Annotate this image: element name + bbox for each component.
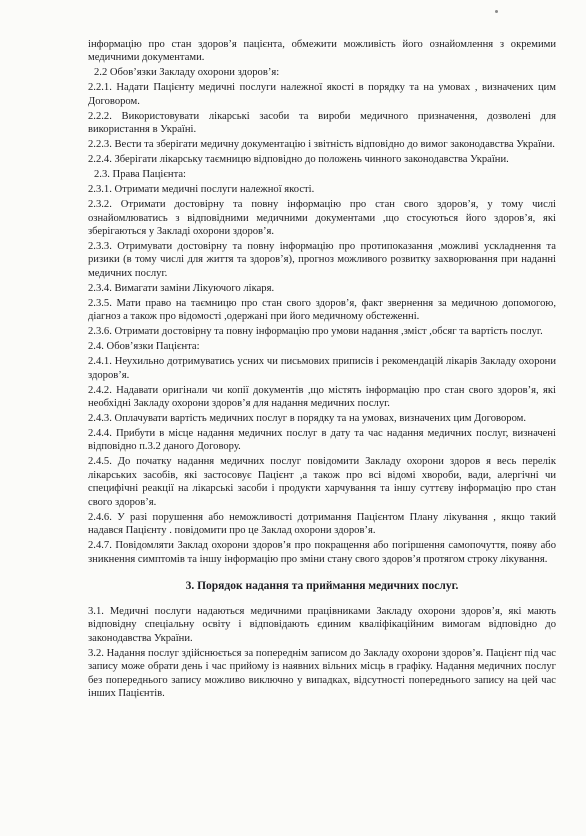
paragraph-2-3-3: 2.3.3. Отримувати достовірну та повну інформацію про протипоказання ,можливі ускладнення та ризики (в тому числі для життя та здоров’я), прогноз можливого розвитку захворювання при наданні медичних послуг. (88, 241, 556, 279)
paragraph-3-2: 3.2. Надання послуг здійснюється за попереднім записом до Закладу охорони здоров’я. Пацієнт під час запису може обрати день і час прийому із наявних вільних місць в графіку. Надання медичних послуг без попереднього запису можливо виключно у випадках, відсутності попереднього запису на цей час інших Пацієнтів. (88, 647, 556, 699)
paragraph-2-2-4: 2.2.4. Зберігати лікарську таємницю відповідно до положень чинного законодавства України. (88, 154, 509, 166)
paragraph-2-2-1: 2.2.1. Надати Пацієнту медичні послуги належної якості в порядку та на умовах , визначених цим Договором. (88, 82, 556, 107)
paragraph-2-4-3: 2.4.3. Оплачувати вартість медичних послуг в порядку та на умовах, визначених цим Договором. (88, 413, 527, 425)
paragraph-2-4-1: 2.4.1. Неухильно дотримуватись усних чи письмових приписів і рекомендацій лікарів Закладу охорони здоров’я. (88, 356, 556, 381)
paragraph-2-3-2: 2.3.2. Отримати достовірну та повну інформацію про стан свого здоров’я, у тому числі ознайомлюватись з відповідними медичними документами ,що стосуються його здоров’я, які зберігаються у Закладі охорони здоров’я. (88, 199, 556, 238)
paragraph-2-3-6: 2.3.6. Отримати достовірну та повну інформацію про умови надання ,зміст ,обсяг та вартість послуг. (88, 326, 543, 338)
scan-speck (495, 10, 498, 13)
paragraph-2-4-5: 2.4.5. До початку надання медичних послуг повідомити Закладу охорони здоров я весь перелік лікарських засобів, які застосовує Пацієнт ,а також про всі відомі хвороби, вади, алергічні чи специфічні реакції на лікарські засоби і продукти харчування та іншу суттєву інформацію про стан свого здоров’я. (88, 456, 556, 508)
section-3-heading: 3. Порядок надання та приймання медичних послуг. (185, 579, 459, 592)
paragraph-2-4-7: 2.4.7. Повідомляти Заклад охорони здоров’я про покращення або погіршення самопочуття, появу або зникнення симптомів та іншу інформацію про зміни стану свого здоров’я протягом строку лікування. (88, 540, 556, 565)
paragraph-2-3-5: 2.3.5. Мати право на таємницю про стан свого здоров’я, факт звернення за медичною допомогою, діагноз а також про відомості ,одержані при його медичному обстеженні. (88, 297, 556, 323)
heading-2-3: 2.3. Права Пацієнта: (94, 169, 186, 181)
paragraph-2-4-4: 2.4.4. Прибути в місце надання медичних послуг в дату та час надання медичних послуг, визначені відповідно п.3.2 даного Договору. (88, 428, 556, 453)
heading-2-2: 2.2 Обов’язки Закладу охорони здоров’я: (94, 67, 280, 79)
paragraph-2-3-4: 2.3.4. Вимагати заміни Лікуючого лікаря. (88, 282, 275, 294)
paragraph-2-1-5-continuation: інформацію про стан здоров’я пацієнта, обмежити можливість його ознайомлення з окремими медичними документами. (88, 39, 556, 64)
heading-2-4: 2.4. Обов’язки Пацієнта: (88, 341, 200, 353)
paragraph-2-2-3: 2.2.3. Вести та зберігати медичну документацію і звітність відповідно до вимог законодавства України. (88, 139, 555, 151)
paragraph-2-4-2: 2.4.2. Надавати оригінали чи копії документів ,що містять інформацію про стан свого здоров’я, які необхідні Закладу охорони здоров’я для надання медичних послуг. (88, 384, 556, 410)
document-body (88, 38, 556, 700)
paragraph-3-1: 3.1. Медичні послуги надаються медичними працівниками Закладу охорони здоров’я, які мають відповідну спеціальну освіту і відповідають єдиним кваліфікаційним вимогам відповідно до законодавства України. (88, 605, 556, 644)
paragraph-2-3-1: 2.3.1. Отримати медичні послуги належної якості. (88, 184, 315, 196)
paragraph-2-2-2: 2.2.2. Використовувати лікарські засоби та вироби медичного призначення, дозволені для використання в Україні. (88, 110, 556, 136)
paragraph-2-4-6: 2.4.6. У разі порушення або неможливості дотримання Пацієнтом Плану лікування , якщо такий надався Пацієнту . повідомити про це Заклад охорони здоров’я. (88, 511, 556, 537)
